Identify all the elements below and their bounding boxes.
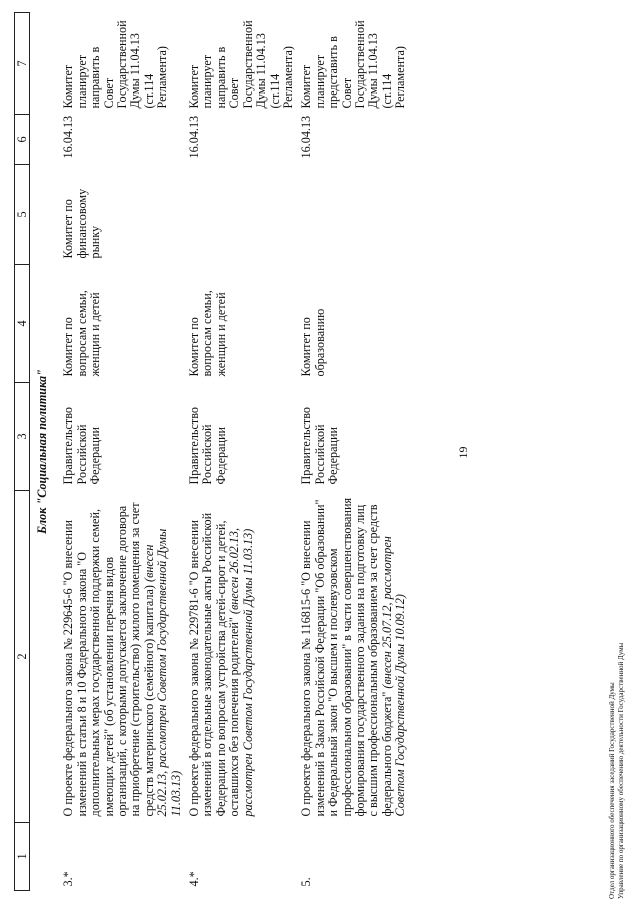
- remark-cell: Комитет планирует направить в Совет Государственной Думы 11.04.13 (ст.114 Регламента): [61, 20, 170, 109]
- column-number-row: [15, 13, 30, 891]
- table-row: [187, 13, 299, 891]
- bill-description: [299, 491, 411, 823]
- row-number: 5.: [299, 877, 314, 887]
- remark-cell: Комитет планирует представить в Совет Государственной Думы 11.04.13 (ст.114 Регламента): [299, 20, 408, 109]
- block-title-row: [30, 13, 62, 891]
- agenda-table: [14, 12, 412, 891]
- column-number: 2: [15, 491, 30, 823]
- responsible-committee-cell: Комитет по вопросам семьи, женщин и детей: [187, 290, 228, 377]
- footer-line: Управление по организационному обеспечению деятельности Государственной Думы: [617, 642, 625, 899]
- block-title: Блок "Социальная политика": [35, 369, 49, 534]
- responsible-committee-cell: Комитет по образованию: [299, 308, 327, 377]
- row-number: 3.*: [61, 871, 76, 887]
- table-row: [61, 13, 187, 891]
- co-executor-cell: [187, 165, 299, 265]
- initiator-cell: Правительство Российской Федерации: [187, 407, 228, 485]
- footer: [608, 643, 626, 899]
- date-cell: 16.04.13: [187, 115, 202, 159]
- bill-submission-note: (внесен 26.02.13, рассмотрен Советом Государственной Думы 11.03.13): [227, 527, 255, 817]
- responsible-committee-cell: Комитет по вопросам семьи, женщин и детей: [61, 290, 103, 377]
- column-number: 4: [15, 265, 30, 383]
- column-number: 5: [15, 165, 30, 265]
- column-number: 3: [15, 383, 30, 491]
- bill-description-text: О проекте федерального закона № 116815-6 "О внесении изменений в Закон Российской Федерации "Об образовании" и Федеральный закон "О высшем и послевузовском профессиональном образовании" в части совершенствования формирования государственного задания на подготовку лиц с высшим профессиональным образованием за счет средств федерального бюджета": [299, 497, 394, 817]
- co-executor-cell: Комитет по финансовому рынку: [61, 188, 103, 259]
- bill-description: [61, 491, 187, 823]
- remark-cell: Комитет планирует направить в Совет Государственной Думы 11.04.13 (ст.114 Регламента): [187, 20, 295, 109]
- footer-line: Отдел организационного обеспечения заседаний Государственной Думы: [608, 682, 616, 899]
- bill-description: [187, 491, 299, 823]
- column-number: 6: [15, 115, 30, 165]
- table-row: [299, 13, 411, 891]
- column-number: 7: [15, 13, 30, 115]
- date-cell: 16.04.13: [61, 115, 76, 159]
- date-cell: 16.04.13: [299, 115, 314, 159]
- bill-submission-note: (внесен 25.02.13, рассмотрен Советом Государственной Думы 11.03.13): [141, 528, 183, 817]
- bill-description-text: О проекте федерального закона № 229781-6 "О внесении изменений в отдельные законодательные акты Российской Федерации по вопросам устройства детей-сирот и детей, оставшихся без попечения родителей": [187, 512, 242, 817]
- bill-description-text: О проекте федерального закона № 229645-6 "О внесении изменений в статьи 8 и 10 Федерального закона "О дополнительных мерах государственной поддержки семей, имеющих детей" (об установлении перечня видов организаций, с которыми допускается заключение договора на приобретение (строительство) жилого помещения за счет средств материнского (семейного) капитала): [61, 502, 156, 817]
- initiator-cell: Правительство Российской Федерации: [61, 407, 103, 485]
- page-number: 19: [456, 446, 470, 459]
- co-executor-cell: [299, 165, 411, 265]
- initiator-cell: Правительство Российской Федерации: [299, 407, 341, 485]
- bill-submission-note: (внесен 25.07.12, рассмотрен Советом Государственной Думы 10.09.12): [379, 536, 408, 817]
- column-number: 1: [15, 823, 30, 891]
- row-number: 4.*: [187, 871, 202, 887]
